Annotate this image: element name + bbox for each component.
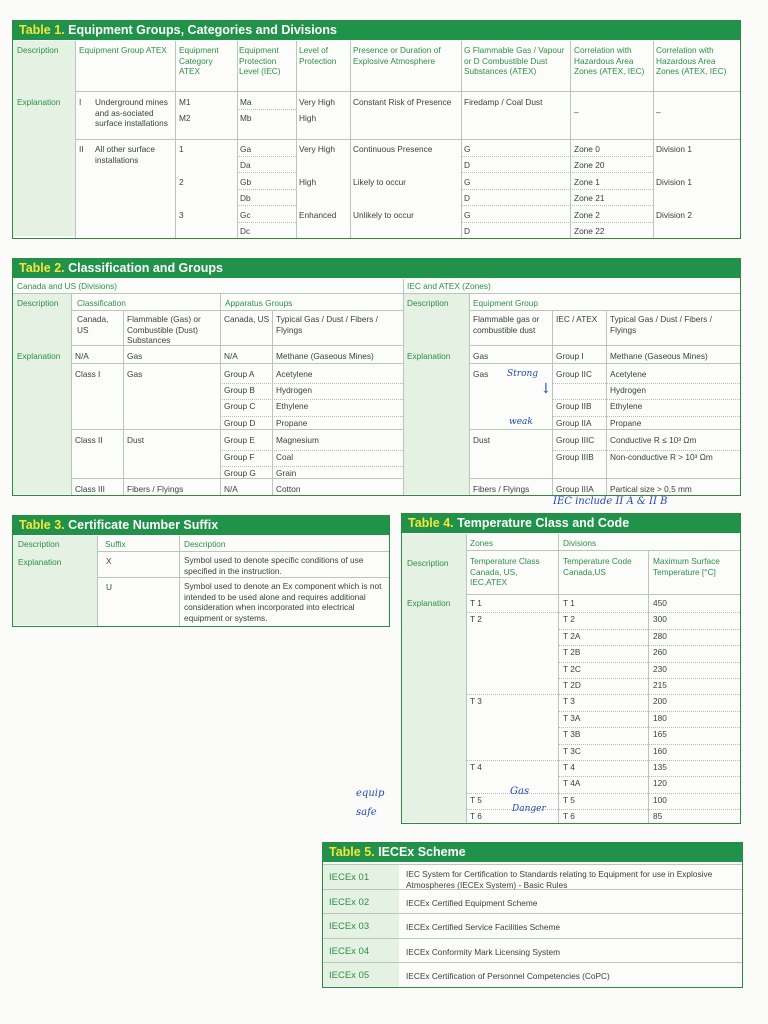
table-4-code-cell: T 2D bbox=[563, 680, 581, 690]
table-4-zone-divider bbox=[466, 760, 558, 761]
table-4-row-divider bbox=[558, 727, 740, 728]
table-2-typical-cell: Coal bbox=[276, 452, 294, 462]
table-2-typical-cell: Propane bbox=[276, 418, 308, 428]
t1-header-category: Equipment Category ATEX bbox=[179, 45, 221, 76]
t1-lvl-very-high: Very High bbox=[299, 97, 335, 107]
t4-explanation: Explanation bbox=[407, 598, 451, 608]
table-4-zone-divider bbox=[466, 694, 558, 695]
t1-epl-dc: Dc bbox=[240, 226, 251, 236]
t4-header-class: Temperature Class Canada, US, IEC,ATEX bbox=[470, 556, 542, 587]
t4-band bbox=[402, 534, 466, 822]
table-4-temp-cell: 160 bbox=[653, 746, 667, 756]
table-2-title-text: Classification and Groups bbox=[68, 261, 223, 275]
t2-classification: Classification bbox=[77, 298, 126, 308]
t4-handwriting-gas: Gas bbox=[510, 786, 530, 797]
t1-presence-unlikely: Unlikely to occur bbox=[353, 210, 414, 220]
table-4-code-cell: T 4 bbox=[563, 762, 575, 772]
table-4-temp-cell: 180 bbox=[653, 713, 667, 723]
table-2-typical-cell: Grain bbox=[276, 468, 297, 478]
table-4-row-divider bbox=[558, 744, 740, 745]
t2-description-right: Description bbox=[407, 298, 449, 308]
t1-sub-g-3: G bbox=[464, 210, 471, 220]
t1-epl-gc: Gc bbox=[240, 210, 251, 220]
table-4-zone-cell: T 4 bbox=[470, 762, 482, 772]
table-4-zone-cell: T 2 bbox=[470, 614, 482, 624]
table-4-row-divider bbox=[558, 694, 740, 695]
table-4-temp-cell: 300 bbox=[653, 614, 667, 624]
t2-sub-typical: Typical Gas / Dust / Fibers / Flyings bbox=[276, 314, 381, 335]
table-4-zone-cell: T 5 bbox=[470, 795, 482, 805]
t1-sub-d-1: D bbox=[464, 160, 470, 170]
t2-sub-typical-iec: Typical Gas / Dust / Fibers / Flyings bbox=[610, 314, 715, 335]
table-3-title-text: Certificate Number Suffix bbox=[68, 518, 219, 532]
table-4-zone-divider bbox=[466, 612, 558, 613]
table-4-row-divider bbox=[558, 645, 740, 646]
t1-lvl-ii-enhanced: Enhanced bbox=[299, 210, 337, 220]
t4-divisions: Divisions bbox=[563, 538, 597, 548]
t1-header-substance: G Flammable Gas / Vapour or D Combustible Dust Substances (ATEX) bbox=[464, 45, 567, 76]
t1-lvl-high: High bbox=[299, 113, 317, 123]
table-2-substance-cell: Fibers / Flyings bbox=[127, 484, 184, 494]
table-5-code: IECEx 02 bbox=[323, 890, 399, 916]
t4-handwriting-equip: equip bbox=[356, 788, 385, 799]
table-2-group-cell: Group E bbox=[224, 435, 255, 445]
table-4-code-cell: T 4A bbox=[563, 778, 581, 788]
t1-cat-2: 2 bbox=[179, 177, 184, 187]
table-4-temp-cell: 230 bbox=[653, 664, 667, 674]
t1-cat-3: 3 bbox=[179, 210, 184, 220]
t1-header-presence: Presence or Duration of Explosive Atmosphere bbox=[353, 45, 443, 66]
table-2-typical-cell: Methane (Gaseous Mines) bbox=[276, 351, 374, 361]
table-2-iec-group-cell: Group I bbox=[556, 351, 584, 361]
table-2-row-divider bbox=[220, 399, 403, 400]
t3-header-suffix: Suffix bbox=[105, 539, 126, 549]
t2-left-section: Canada and US (Divisions) bbox=[17, 281, 118, 291]
table-4-code-cell: T 5 bbox=[563, 795, 575, 805]
table-4-row-divider bbox=[558, 760, 740, 761]
t2-explanation-left: Explanation bbox=[17, 351, 61, 361]
table-2-iec-row-divider bbox=[552, 383, 740, 384]
table-2-class-cell: Class III bbox=[75, 484, 105, 494]
table-4-temp-cell: 260 bbox=[653, 647, 667, 657]
table-3 bbox=[12, 515, 390, 627]
t1-header-group: Equipment Group ATEX bbox=[79, 45, 167, 55]
table-2-iec-substance-cell: Gas bbox=[473, 351, 489, 361]
table-2-row-divider bbox=[220, 466, 403, 467]
t1-epl-ga: Ga bbox=[240, 144, 252, 154]
table-5-number: Table 5. bbox=[329, 845, 375, 859]
t2-sub-flammable: Flammable (Gas) or Combustible (Dust) Substances bbox=[127, 314, 204, 345]
table-2-group-cell: Group B bbox=[224, 385, 255, 395]
table-5-row bbox=[323, 913, 742, 940]
table-2-iec-typical-cell: Partical size > 0,5 mm bbox=[610, 484, 692, 494]
table-2-title bbox=[13, 259, 223, 278]
t1-cat-1: 1 bbox=[179, 144, 184, 154]
table-4-temp-cell: 120 bbox=[653, 778, 667, 788]
table-1-description-band bbox=[13, 41, 75, 236]
t2-sub-flammable-iec: Flammable gas or combustible dust bbox=[473, 314, 542, 335]
table-2-group-cell: Group F bbox=[224, 452, 255, 462]
table-2-row-divider bbox=[220, 383, 403, 384]
t1-sub-d-3: D bbox=[464, 226, 470, 236]
table-4 bbox=[401, 513, 741, 824]
t1-sub-g-1: G bbox=[464, 144, 471, 154]
t3-header-description: Description bbox=[18, 539, 60, 549]
t2-equipment-group: Equipment Group bbox=[473, 298, 539, 308]
table-2-typical-cell: Magnesium bbox=[276, 435, 319, 445]
t2-handwriting-weak: weak bbox=[509, 417, 533, 427]
t3-suffix-u: U bbox=[106, 582, 112, 592]
table-4-temp-cell: 135 bbox=[653, 762, 667, 772]
table-1-number: Table 1. bbox=[19, 23, 65, 37]
t2-handwriting-strong: Strong bbox=[507, 369, 539, 379]
table-5-code: IECEx 01 bbox=[323, 865, 399, 891]
t1-epl-db: Db bbox=[240, 193, 251, 203]
table-4-zone-cell: T 6 bbox=[470, 811, 482, 821]
t1-group-i: I bbox=[79, 97, 82, 107]
table-4-code-cell: T 1 bbox=[563, 598, 575, 608]
table-2-substance-cell: Gas bbox=[127, 351, 143, 361]
table-4-code-cell: T 2C bbox=[563, 664, 581, 674]
t1-lvl-ii-high: High bbox=[299, 177, 317, 187]
table-2-iec-substance-cell: Gas bbox=[473, 369, 489, 379]
table-2-iec-row-divider bbox=[552, 399, 740, 400]
t1-division-dash: – bbox=[656, 107, 661, 117]
table-4-title bbox=[402, 514, 629, 533]
t1-cat-m1: M1 bbox=[179, 97, 191, 107]
table-4-code-cell: T 2A bbox=[563, 631, 581, 641]
table-4-row-divider bbox=[558, 809, 740, 810]
t2-right-section: IEC and ATEX (Zones) bbox=[407, 281, 491, 291]
table-4-temp-cell: 215 bbox=[653, 680, 667, 690]
table-4-row-divider bbox=[558, 776, 740, 777]
t2-description-left: Description bbox=[17, 298, 59, 308]
t1-division-1b: Division 1 bbox=[656, 177, 692, 187]
t2-left-band bbox=[13, 294, 71, 494]
t1-header-level: Level of Protection bbox=[299, 45, 337, 66]
table-4-code-cell: T 3B bbox=[563, 729, 581, 739]
table-2-iec-group-cell: Group IIIB bbox=[556, 452, 594, 462]
table-5-row bbox=[323, 864, 742, 891]
table-4-code-cell: T 3 bbox=[563, 696, 575, 706]
t1-header-description: Description bbox=[17, 45, 59, 55]
table-1-title bbox=[13, 21, 337, 40]
table-2-group-cell: Group D bbox=[224, 418, 256, 428]
table-2-group-cell: N/A bbox=[224, 484, 238, 494]
t2-sub-canada-us-2: Canada, US bbox=[224, 314, 270, 324]
table-5-code: IECEx 05 bbox=[323, 963, 399, 988]
table-2-iec-group-cell: Group IIB bbox=[556, 401, 592, 411]
table-4-row-divider bbox=[558, 793, 740, 794]
t4-header-max-temp: Maximum Surface Temperature [°C] bbox=[653, 556, 723, 577]
t3-explanation: Explanation bbox=[18, 557, 62, 567]
table-5-code: IECEx 03 bbox=[323, 914, 399, 940]
table-1-title-text: Equipment Groups, Categories and Divisions bbox=[68, 23, 337, 37]
t1-zone-22: Zone 22 bbox=[574, 226, 605, 236]
t4-header-code: Temperature Code Canada,US bbox=[563, 556, 635, 577]
t1-zone-0: Zone 0 bbox=[574, 144, 600, 154]
t1-epl-mb: Mb bbox=[240, 113, 252, 123]
t1-explanation-label: Explanation bbox=[17, 97, 61, 107]
table-5-title bbox=[323, 843, 466, 862]
table-4-number: Table 4. bbox=[408, 516, 454, 530]
table-2-class-cell: Class I bbox=[75, 369, 101, 379]
table-5-title-text: IECEx Scheme bbox=[378, 845, 466, 859]
table-2-typical-cell: Hydrogen bbox=[276, 385, 312, 395]
t1-group-i-desc: Underground mines and as-sociated surface installations bbox=[95, 97, 171, 128]
table-5-description: IECEx Certification of Personnel Competencies (CoPC) bbox=[406, 971, 610, 982]
table-2-typical-cell: Ethylene bbox=[276, 401, 309, 411]
table-2-substance-cell: Dust bbox=[127, 435, 145, 445]
t2-sub-iec-atex: IEC / ATEX bbox=[556, 314, 598, 324]
t1-division-1a: Division 1 bbox=[656, 144, 692, 154]
table-2 bbox=[12, 258, 741, 496]
table-4-code-cell: T 3A bbox=[563, 713, 581, 723]
table-5-row bbox=[323, 889, 742, 916]
t3-header-description-2: Description bbox=[184, 539, 226, 549]
t2-handwriting-arrow: ↓ bbox=[540, 381, 552, 397]
t4-handwriting-safe: safe bbox=[356, 807, 377, 818]
t1-epl-gb: Gb bbox=[240, 177, 252, 187]
table-2-group-cell: Group G bbox=[224, 468, 256, 478]
table-5-row bbox=[323, 962, 742, 988]
t1-header-epl: Equipment Protection Level (IEC) bbox=[239, 45, 281, 76]
t4-handwriting-danger: Danger bbox=[512, 804, 546, 814]
table-5-description: IEC System for Certification to Standards relating to Equipment for use in Explosive Atmospheres (IECEx System) - Basic Rules bbox=[406, 869, 713, 890]
table-5-code: IECEx 04 bbox=[323, 939, 399, 965]
table-4-temp-cell: 280 bbox=[653, 631, 667, 641]
table-2-row-divider bbox=[220, 416, 403, 417]
table-4-code-cell: T 6 bbox=[563, 811, 575, 821]
table-2-iec-typical-cell: Acetylene bbox=[610, 369, 647, 379]
t4-description: Description bbox=[407, 558, 449, 568]
t2-sub-canada-us-1: Canada, US bbox=[77, 314, 111, 335]
t1-presence-likely: Likely to occur bbox=[353, 177, 407, 187]
t1-zone-20: Zone 20 bbox=[574, 160, 605, 170]
table-2-iec-substance-cell: Dust bbox=[473, 435, 491, 445]
t1-presence-continuous: Continuous Presence bbox=[353, 144, 433, 154]
table-5-description: IECEx Certified Equipment Scheme bbox=[406, 897, 538, 908]
table-2-iec-typical-cell: Propane bbox=[610, 418, 642, 428]
t2-handwriting-note: IEC include II A & II B bbox=[553, 496, 668, 507]
table-4-row-divider bbox=[558, 678, 740, 679]
table-2-class-cell: N/A bbox=[75, 351, 89, 361]
t1-lvl-ii-very-high: Very High bbox=[299, 144, 335, 154]
table-3-title bbox=[13, 516, 218, 535]
t3-suffix-x: X bbox=[106, 556, 112, 566]
table-2-typical-cell: Acetylene bbox=[276, 369, 313, 379]
table-2-row-divider bbox=[220, 450, 403, 451]
table-2-number: Table 2. bbox=[19, 261, 65, 275]
table-2-typical-cell: Cotton bbox=[276, 484, 301, 494]
table-2-iec-group-cell: Group IIC bbox=[556, 369, 592, 379]
table-5-description: IECEx Conformity Mark Licensing System bbox=[406, 946, 560, 957]
t1-cat-m2: M2 bbox=[179, 113, 191, 123]
t1-group-ii-desc: All other surface installations bbox=[95, 144, 158, 165]
table-4-row-divider bbox=[558, 662, 740, 663]
table-2-iec-substance-cell: Fibers / Flyings bbox=[473, 484, 530, 494]
table-2-iec-typical-cell: Conductive R ≤ 10³ Ωm bbox=[610, 435, 697, 445]
t1-header-zones: Correlation with Hazardous Area Zones (ATEX, IEC) bbox=[574, 45, 645, 76]
t4-zones: Zones bbox=[470, 538, 494, 548]
t1-epl-ma: Ma bbox=[240, 97, 252, 107]
t1-epl-da: Da bbox=[240, 160, 251, 170]
table-4-row-divider bbox=[558, 629, 740, 630]
table-2-class-cell: Class II bbox=[75, 435, 103, 445]
t1-division-2: Division 2 bbox=[656, 210, 692, 220]
t1-header-divisions: Correlation with Hazardous Area Zones (ATEX, IEC) bbox=[656, 45, 727, 76]
table-2-iec-typical-cell: Ethylene bbox=[610, 401, 643, 411]
table-4-temp-cell: 85 bbox=[653, 811, 663, 821]
table-2-substance-cell: Gas bbox=[127, 369, 143, 379]
table-4-code-cell: T 2B bbox=[563, 647, 581, 657]
table-4-code-cell: T 2 bbox=[563, 614, 575, 624]
table-2-group-cell: N/A bbox=[224, 351, 238, 361]
table-2-group-cell: Group A bbox=[224, 369, 255, 379]
t2-right-band bbox=[403, 294, 469, 494]
t1-substance-firedamp: Firedamp / Coal Dust bbox=[464, 97, 543, 107]
table-2-iec-typical-cell: Hydrogen bbox=[610, 385, 646, 395]
table-2-iec-typical-cell: Methane (Gaseous Mines) bbox=[610, 351, 708, 361]
t1-zone-21: Zone 21 bbox=[574, 193, 605, 203]
table-5-description: IECEx Certified Service Facilities Scheme bbox=[406, 922, 561, 933]
table-4-temp-cell: 200 bbox=[653, 696, 667, 706]
table-4-temp-cell: 100 bbox=[653, 795, 667, 805]
table-3-number: Table 3. bbox=[19, 518, 65, 532]
table-5 bbox=[322, 842, 743, 988]
t1-zone-2: Zone 2 bbox=[574, 210, 600, 220]
t1-zone-1: Zone 1 bbox=[574, 177, 600, 187]
table-1 bbox=[12, 20, 741, 239]
table-4-code-cell: T 3C bbox=[563, 746, 581, 756]
t2-apparatus-groups: Apparatus Groups bbox=[225, 298, 293, 308]
table-2-iec-row-divider bbox=[552, 416, 740, 417]
table-2-iec-group-cell: Group IIIC bbox=[556, 435, 595, 445]
table-4-temp-cell: 450 bbox=[653, 598, 667, 608]
table-4-row-divider bbox=[558, 711, 740, 712]
table-2-iec-typical-cell: Non-conductive R > 10³ Ωm bbox=[610, 452, 713, 462]
table-4-zone-cell: T 3 bbox=[470, 696, 482, 706]
table-2-iec-group-cell: Group IIIA bbox=[556, 484, 594, 494]
table-4-zone-cell: T 1 bbox=[470, 598, 482, 608]
t2-explanation-right: Explanation bbox=[407, 351, 451, 361]
t1-presence-constant: Constant Risk of Presence bbox=[353, 97, 452, 107]
table-2-group-cell: Group C bbox=[224, 401, 256, 411]
t1-group-ii: II bbox=[79, 144, 84, 154]
table-2-iec-row-divider bbox=[552, 450, 740, 451]
t3-suffix-u-desc: Symbol used to denote an Ex component which is not intended to be used alone and requires additional consideration when incorporated into electrical equipment or systems. bbox=[184, 581, 384, 623]
table-4-temp-cell: 165 bbox=[653, 729, 667, 739]
t1-sub-d-2: D bbox=[464, 193, 470, 203]
table-4-title-text: Temperature Class and Code bbox=[457, 516, 630, 530]
table-2-iec-group-cell: Group IIA bbox=[556, 418, 592, 428]
t1-sub-g-2: G bbox=[464, 177, 471, 187]
t1-zone-dash: – bbox=[574, 107, 579, 117]
table-4-row-divider bbox=[558, 612, 740, 613]
table-5-row bbox=[323, 938, 742, 965]
t3-suffix-x-desc: Symbol used to denote specific conditions of use specified in the instruction. bbox=[184, 555, 366, 576]
